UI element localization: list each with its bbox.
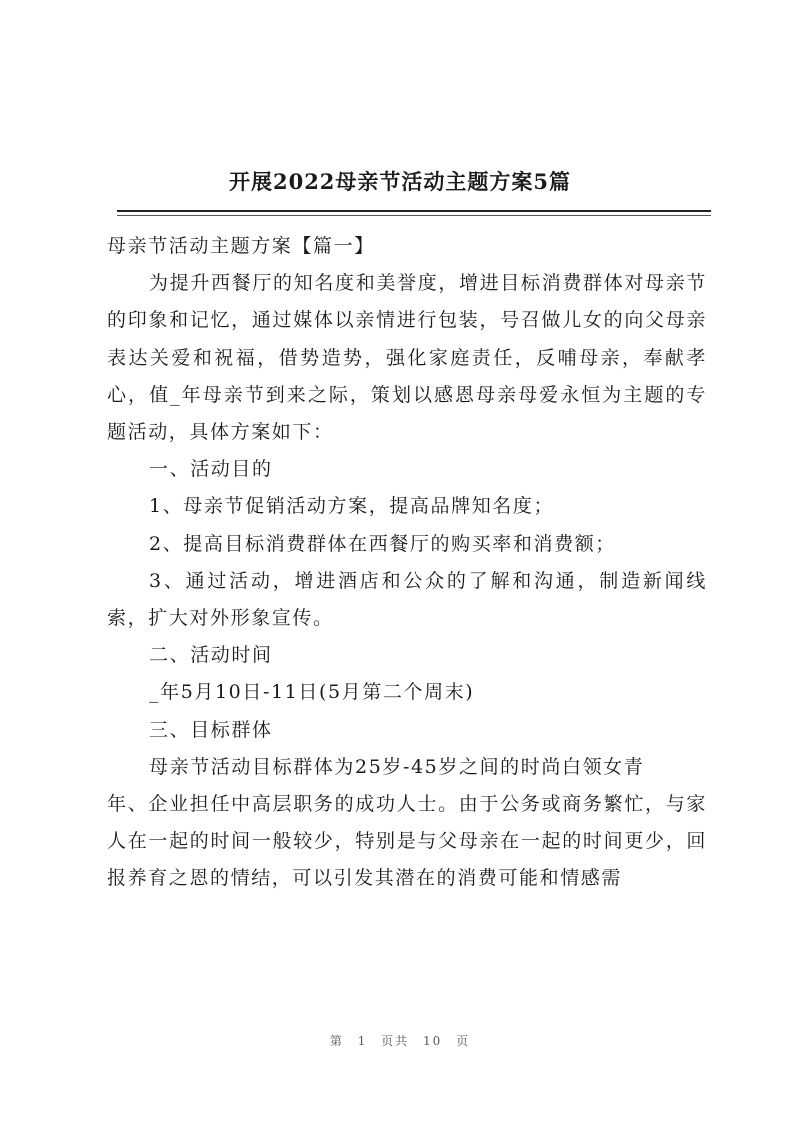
list-item: 2、提高目标消费群体在西餐厅的购买率和消费额； [149,532,616,555]
audience-paragraph: 母亲节活动目标群体为25岁-45岁之间的时尚白领女青 [149,755,645,778]
page-footer: 第 1 页共 10 页 [329,1034,471,1048]
section-heading: 母亲节活动主题方案【篇一】 [107,235,375,257]
time-paragraph: _年5月10日-11日(5月第二个周末) [149,681,475,704]
list-item: 1、母亲节促销活动方案，提高品牌知名度； [149,495,555,518]
subheading-time: 二、活动时间 [149,644,273,667]
list-item: 3、通过活动，增进酒店和公众的了解和沟通，制造新闻线索，扩大对外形象宣传。 [107,569,707,630]
document-title: 开展2022母亲节活动主题方案5篇 [228,169,572,194]
title-divider [117,210,711,212]
document-body [107,228,707,898]
subheading-audience: 三、目标群体 [149,718,273,741]
title-divider-thin [117,215,711,216]
audience-paragraph-continued: 年、企业担任中高层职务的成功人士。由于公务或商务繁忙，与家人在一起的时间一般较少，特别是与父母亲在一起的时间更少，回报养育之恩的情结，可以引发其潜在的消费可能和情感需 [107,793,707,890]
subheading-purpose: 一、活动目的 [149,458,273,481]
intro-paragraph: 为提升西餐厅的知名度和美誉度，增进目标消费群体对母亲节的印象和记忆，通过媒体以亲情进行包装，号召做儿女的向父母亲表达关爱和祝福，借势造势，强化家庭责任，反哺母亲，奉献孝心，值_年母亲节到来之际，策划以感恩母亲母爱永恒为主题的专题活动，具体方案如下： [107,272,707,444]
